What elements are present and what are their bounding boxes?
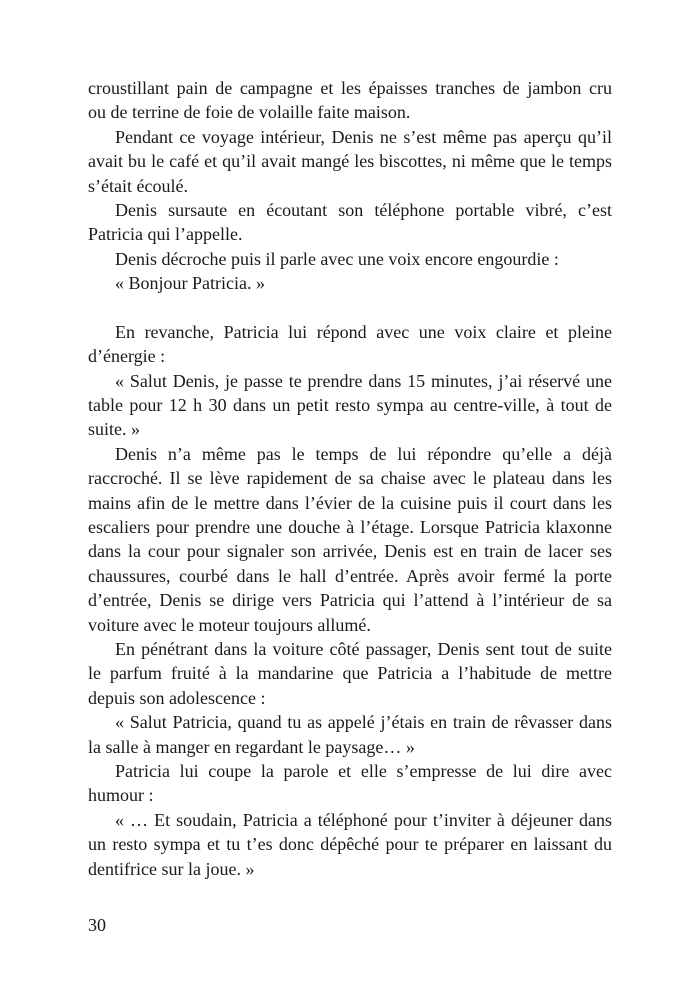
paragraph (88, 125, 612, 198)
text-line: dans la cour pour signaler son arrivée, Denis est en train de lacer ses (88, 541, 612, 562)
text-line: table pour 12 h 30 dans un petit resto sympa au centre-ville, à tout de (88, 395, 612, 416)
paragraph (88, 637, 612, 710)
text-line: le parfum fruité à la mandarine que Patricia a l’habitude de mettre (88, 663, 612, 684)
paragraph-gap (88, 296, 612, 320)
paragraph (88, 247, 612, 271)
paragraph (88, 369, 612, 442)
paragraph (88, 320, 612, 369)
text-line: raccroché. Il se lève rapidement de sa chaise avec le plateau dans les (88, 468, 612, 489)
paragraph (88, 759, 612, 808)
text-line: dentifrice sur la joue. » (88, 858, 255, 879)
text-line: ou de terrine de foie de volaille faite maison. (88, 102, 411, 123)
page-number: 30 (88, 915, 106, 935)
text-line: d’entrée, Denis se dirige vers Patricia qui l’attend à l’intérieur de sa (88, 590, 612, 611)
text-line: chaussures, courbé dans le hall d’entrée. Après avoir fermé la porte (88, 565, 612, 586)
text-line: un resto sympa et tu t’es donc dépêché pour te préparer en laissant du (88, 834, 612, 855)
text-line: escaliers pour prendre une douche à l’étage. Lorsque Patricia klaxonne (88, 517, 612, 538)
text-line: « Salut Denis, je passe te prendre dans 15 minutes, j’ai réservé une (115, 370, 612, 391)
text-line: Pendant ce voyage intérieur, Denis ne s’est même pas aperçu qu’il (115, 126, 612, 147)
text-line: Patricia lui coupe la parole et elle s’empresse de lui dire avec (115, 760, 612, 781)
text-line: Denis n’a même pas le temps de lui répondre qu’elle a déjà (115, 443, 612, 464)
text-line: depuis son adolescence : (88, 687, 266, 708)
text-line: Patricia qui l’appelle. (88, 224, 243, 245)
page-body-text (88, 76, 612, 881)
text-line: avait bu le café et qu’il avait mangé les biscottes, ni même que le temps (88, 151, 612, 172)
text-line: En revanche, Patricia lui répond avec une voix claire et pleine (115, 321, 612, 342)
text-line: Denis décroche puis il parle avec une voix encore engourdie : (115, 248, 559, 269)
text-line: s’était écoulé. (88, 175, 188, 196)
text-line: En pénétrant dans la voiture côté passager, Denis sent tout de suite (115, 638, 612, 659)
text-line: croustillant pain de campagne et les épaisses tranches de jambon cru (88, 78, 612, 98)
text-line: Denis sursaute en écoutant son téléphone portable vibré, c’est (115, 199, 612, 220)
text-line: la salle à manger en regardant le paysage… » (88, 736, 415, 757)
paragraph (88, 808, 612, 881)
text-line: « … Et soudain, Patricia a téléphoné pour t’inviter à déjeuner dans (115, 809, 612, 830)
text-line: « Bonjour Patricia. » (115, 273, 265, 294)
text-line: mains afin de le mettre dans l’évier de la cuisine puis il court dans les (88, 492, 612, 513)
paragraph (88, 76, 612, 125)
text-line: humour : (88, 785, 154, 806)
text-line: voiture avec le moteur toujours allumé. (88, 614, 371, 635)
text-line: « Salut Patricia, quand tu as appelé j’étais en train de rêvasser dans (115, 712, 612, 733)
text-line: d’énergie : (88, 346, 166, 367)
paragraph (88, 271, 612, 295)
paragraph (88, 710, 612, 759)
text-line: suite. » (88, 419, 140, 440)
paragraph (88, 442, 612, 637)
paragraph (88, 198, 612, 247)
